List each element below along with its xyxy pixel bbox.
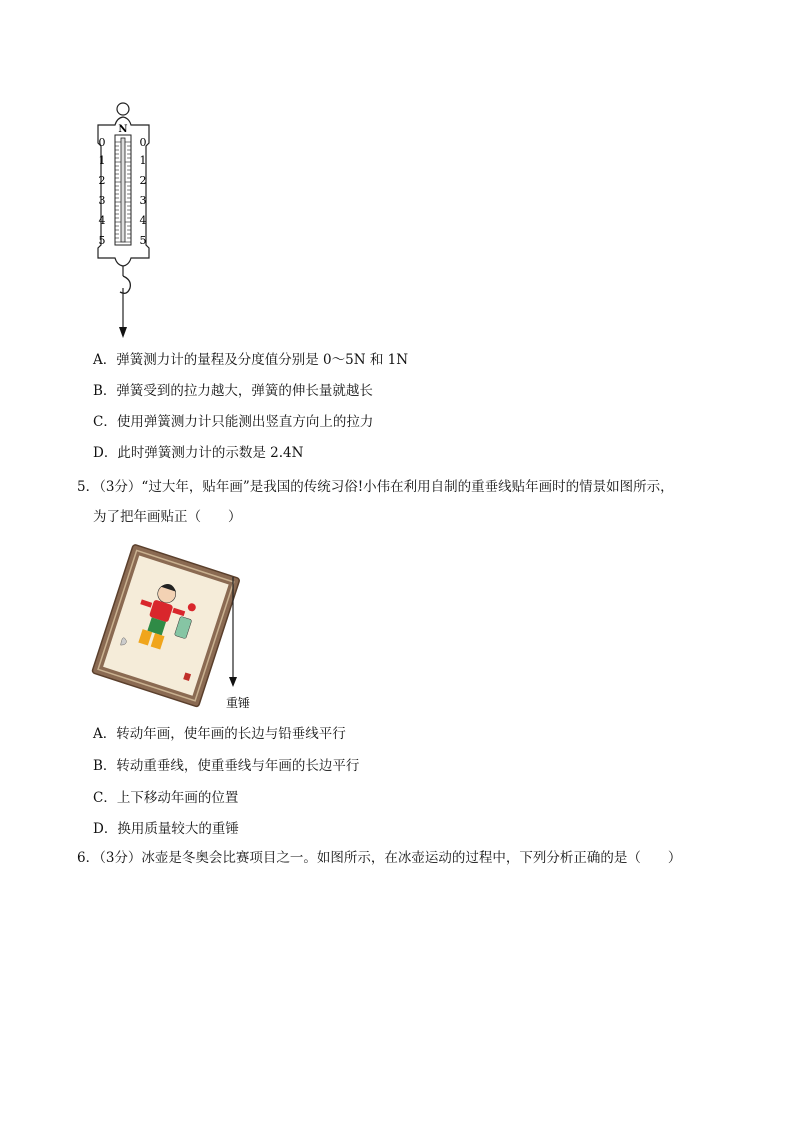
q5-option-c: C．上下移动年画的位置: [93, 790, 239, 806]
plumb-weight-label: 重锤: [225, 696, 251, 710]
right-tick-0: 0: [139, 136, 147, 149]
unit-label: N: [118, 124, 128, 135]
right-tick-5: 5: [139, 234, 147, 247]
q5-stem-line1: 5．（3分）“过大年，贴年画”是我国的传统习俗!小伟在利用自制的重垂线贴年画时的情景如图所示，: [77, 479, 674, 495]
left-tick-0: 0: [98, 136, 106, 149]
right-tick-2: 2: [139, 174, 147, 187]
q6-stem: 6．（3分）冰壶是冬奥会比赛项目之一。如图所示，在冰壶运动的过程中，下列分析正确的是（ ）: [77, 850, 682, 866]
new-year-painting-figure: [96, 540, 266, 715]
left-tick-1: 1: [98, 154, 106, 167]
left-tick-2: 2: [98, 174, 106, 187]
q5-option-d: D．换用质量较大的重锤: [93, 821, 239, 837]
q4-option-b: B．弹簧受到的拉力越大，弹簧的伸长量就越长: [93, 383, 373, 399]
q5-option-a: A．转动年画，使年画的长边与铅垂线平行: [93, 726, 346, 742]
left-tick-4: 4: [98, 214, 106, 227]
right-tick-3: 3: [139, 194, 147, 207]
right-tick-1: 1: [139, 154, 147, 167]
q4-option-d: D．此时弹簧测力计的示数是 2.4N: [93, 445, 304, 461]
left-tick-3: 3: [98, 194, 106, 207]
q5-option-b: B．转动重垂线，使重垂线与年画的长边平行: [93, 758, 360, 774]
q4-option-c: C．使用弹簧测力计只能测出竖直方向上的拉力: [93, 414, 374, 430]
spring-scale-figure: [90, 98, 160, 338]
right-tick-4: 4: [139, 214, 147, 227]
left-tick-5: 5: [98, 234, 106, 247]
q5-stem-line2: 为了把年画贴正（ ）: [93, 509, 242, 525]
q4-option-a: A．弹簧测力计的量程及分度值分别是 0～5N 和 1N: [93, 352, 409, 368]
